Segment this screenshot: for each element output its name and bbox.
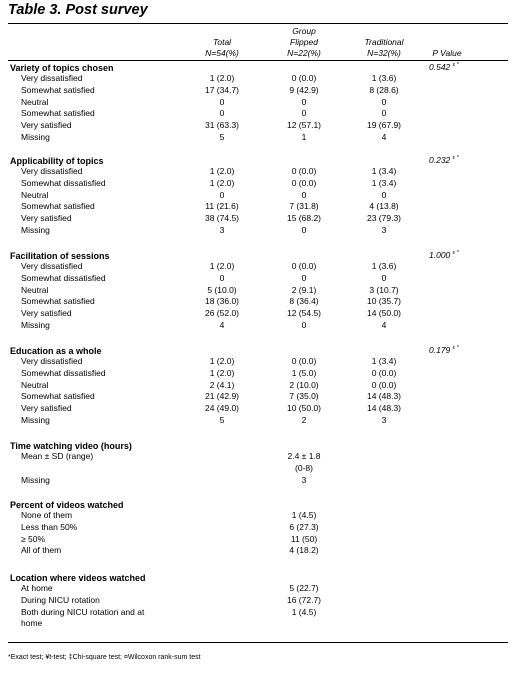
cell-traditional: 14 (50.0) bbox=[366, 308, 402, 319]
row-label: Somewhat dissatisfied bbox=[21, 177, 106, 188]
table-row bbox=[0, 534, 513, 546]
section-title: Applicability of topics bbox=[10, 156, 104, 166]
cell-flipped: 0 (0.0) bbox=[291, 177, 317, 188]
table-row bbox=[0, 595, 513, 607]
row-label: Somewhat satisfied bbox=[21, 391, 95, 402]
row-label: Very dissatisfied bbox=[21, 356, 83, 366]
cell-total: 1 (2.0) bbox=[209, 177, 235, 188]
p-value bbox=[429, 155, 459, 165]
cell-total: 1 (2.0) bbox=[209, 261, 235, 271]
cell-flipped: 8 (36.4) bbox=[289, 296, 319, 307]
row-label: Somewhat satisfied bbox=[21, 108, 95, 119]
cell-flipped: 0 (0.0) bbox=[291, 166, 317, 176]
p-value-number: 0.542 bbox=[429, 62, 451, 72]
table-row bbox=[0, 308, 513, 320]
table-row bbox=[0, 178, 513, 190]
row-label: Missing bbox=[21, 320, 50, 330]
section-title: Education as a whole bbox=[10, 346, 102, 356]
row-label: Missing bbox=[21, 132, 50, 142]
table-row bbox=[0, 261, 513, 273]
p-value-test-marker: ε * bbox=[452, 62, 459, 69]
table-row bbox=[0, 463, 513, 475]
cell-flipped: 3 bbox=[301, 474, 307, 485]
bottom-rule bbox=[8, 642, 508, 643]
cell-traditional: 0 bbox=[381, 108, 387, 119]
row-label: Very dissatisfied bbox=[21, 73, 83, 83]
table-row bbox=[0, 522, 513, 534]
p-value-test-marker: ε * bbox=[452, 250, 459, 257]
row-label: Very dissatisfied bbox=[21, 261, 83, 271]
cell-traditional: 1 (3.4) bbox=[371, 177, 397, 188]
table-row bbox=[0, 380, 513, 392]
row-label: ≥ 50% bbox=[21, 533, 46, 544]
cell-traditional: 19 (67.9) bbox=[366, 120, 402, 131]
header-flipped-line3: N=22(%) bbox=[287, 48, 321, 58]
cell-traditional: 8 (28.6) bbox=[369, 84, 399, 95]
row-label: Neutral bbox=[21, 96, 49, 107]
row-label: None of them bbox=[21, 510, 73, 520]
row-label: Missing bbox=[21, 225, 50, 235]
table-title: Table 3. Post survey bbox=[8, 2, 148, 18]
cell-traditional: 0 bbox=[381, 96, 387, 107]
cell-total: 5 (10.0) bbox=[207, 284, 237, 295]
row-label: Somewhat dissatisfied bbox=[21, 272, 106, 283]
header-rule bbox=[8, 60, 508, 61]
cell-total: 1 (2.0) bbox=[209, 367, 235, 378]
row-label: Very satisfied bbox=[21, 120, 72, 131]
cell-flipped: 1 bbox=[301, 132, 307, 142]
table-row bbox=[0, 108, 513, 120]
cell-total: 0 bbox=[219, 108, 225, 119]
table-row bbox=[0, 607, 513, 619]
row-label: Missing bbox=[21, 415, 50, 425]
cell-flipped: 2 (10.0) bbox=[289, 379, 319, 390]
table-row bbox=[0, 391, 513, 403]
cell-traditional: 3 bbox=[381, 415, 387, 425]
row-label: Very satisfied bbox=[21, 213, 72, 224]
table-row bbox=[0, 296, 513, 308]
cell-flipped: 16 (72.7) bbox=[286, 594, 322, 605]
cell-traditional: 1 (3.6) bbox=[371, 261, 397, 271]
cell-flipped: 2 bbox=[301, 415, 307, 425]
cell-traditional: 0 (0.0) bbox=[371, 379, 397, 390]
table-row bbox=[0, 225, 513, 237]
cell-total: 5 bbox=[219, 132, 225, 142]
row-label: All of them bbox=[21, 545, 62, 556]
cell-total: 0 bbox=[219, 272, 225, 283]
row-label: Neutral bbox=[21, 379, 49, 390]
header-traditional-line1: Traditional bbox=[364, 37, 404, 47]
cell-flipped: 12 (57.1) bbox=[286, 120, 322, 131]
cell-total: 21 (42.9) bbox=[204, 391, 240, 402]
p-value bbox=[429, 345, 459, 355]
table-row bbox=[0, 451, 513, 463]
cell-total: 0 bbox=[219, 96, 225, 107]
cell-traditional: 3 (10.7) bbox=[369, 284, 399, 295]
top-rule bbox=[8, 23, 508, 24]
cell-traditional: 1 (3.4) bbox=[371, 356, 397, 366]
cell-flipped: 7 (31.8) bbox=[289, 201, 319, 212]
cell-traditional: 10 (35.7) bbox=[366, 296, 402, 307]
row-label: Very dissatisfied bbox=[21, 166, 83, 176]
row-label: During NICU rotation bbox=[21, 594, 100, 605]
cell-total: 26 (52.0) bbox=[204, 308, 240, 319]
cell-traditional: 14 (48.3) bbox=[366, 403, 402, 414]
cell-flipped: 7 (35.0) bbox=[289, 391, 319, 402]
row-label: Missing bbox=[21, 474, 50, 485]
table-row bbox=[0, 356, 513, 368]
cell-traditional: 14 (48.3) bbox=[366, 391, 402, 402]
cell-traditional: 0 bbox=[381, 189, 387, 200]
header-total-line1: Total bbox=[212, 37, 232, 47]
cell-flipped: 0 bbox=[301, 225, 307, 235]
cell-flipped: 5 (22.7) bbox=[289, 583, 319, 593]
cell-traditional: 23 (79.3) bbox=[366, 213, 402, 224]
table-row bbox=[0, 475, 513, 487]
cell-flipped: 12 (54.5) bbox=[286, 308, 322, 319]
row-label: Less than 50% bbox=[21, 521, 78, 532]
header-total bbox=[184, 37, 260, 59]
row-label: Both during NICU rotation and at bbox=[21, 606, 145, 617]
header-traditional-line2: N=32(%) bbox=[367, 48, 401, 58]
table-row bbox=[0, 213, 513, 225]
cell-traditional: 4 (13.8) bbox=[369, 201, 399, 212]
p-value-test-marker: ε * bbox=[452, 345, 459, 352]
header-flipped-line1: Group bbox=[292, 26, 316, 36]
header-flipped-line2: Flipped bbox=[290, 37, 318, 47]
cell-total: 11 (21.6) bbox=[205, 201, 239, 212]
cell-total: 1 (2.0) bbox=[209, 166, 235, 176]
table-row bbox=[0, 97, 513, 109]
cell-flipped: 1 (5.0) bbox=[291, 367, 317, 378]
cell-flipped: 0 bbox=[301, 320, 307, 330]
table-row bbox=[0, 120, 513, 132]
cell-total: 17 (34.7) bbox=[204, 84, 240, 95]
table-row bbox=[0, 166, 513, 178]
cell-flipped: 0 (0.0) bbox=[291, 73, 317, 83]
row-label: home bbox=[21, 618, 43, 629]
cell-flipped: 9 (42.9) bbox=[289, 84, 319, 95]
table-row bbox=[0, 368, 513, 380]
section-title: Percent of videos watched bbox=[10, 500, 124, 510]
table-row bbox=[0, 415, 513, 427]
cell-flipped: 6 (27.3) bbox=[289, 521, 319, 532]
cell-traditional: 1 (3.4) bbox=[371, 166, 397, 176]
header-pvalue: P Value bbox=[432, 48, 462, 58]
row-label: Somewhat satisfied bbox=[21, 201, 95, 212]
header-traditional bbox=[344, 37, 424, 59]
cell-traditional: 1 (3.6) bbox=[371, 73, 397, 83]
cell-total: 24 (49.0) bbox=[204, 403, 240, 414]
section-title: Location where videos watched bbox=[10, 573, 146, 583]
cell-total: 1 (2.0) bbox=[209, 73, 235, 83]
cell-flipped: 2.4 ± 1.8 bbox=[287, 451, 321, 461]
cell-total: 2 (4.1) bbox=[209, 379, 235, 390]
table-row bbox=[0, 285, 513, 297]
cell-total: 4 bbox=[219, 320, 225, 330]
table-row bbox=[0, 618, 513, 630]
cell-total: 5 bbox=[219, 415, 225, 425]
cell-total: 31 (63.3) bbox=[204, 120, 240, 131]
p-value bbox=[429, 62, 459, 72]
cell-traditional: 3 bbox=[381, 225, 387, 235]
table-row bbox=[0, 403, 513, 415]
footnote: *Exact test; ¥t-test; ‡Chi-square test; ¤Wilcoxon rank-sum test bbox=[8, 654, 201, 661]
row-label: Mean ± SD (range) bbox=[21, 451, 94, 461]
cell-traditional: 4 bbox=[381, 320, 387, 330]
cell-total: 1 (2.0) bbox=[209, 356, 235, 366]
section-title: Time watching video (hours) bbox=[10, 441, 132, 451]
table-row bbox=[0, 510, 513, 522]
cell-flipped: 0 bbox=[301, 108, 307, 119]
table-row bbox=[0, 132, 513, 144]
table-row bbox=[0, 583, 513, 595]
header-total-line2: N=54(%) bbox=[205, 48, 239, 58]
cell-total: 18 (36.0) bbox=[204, 296, 240, 307]
cell-total: 0 bbox=[219, 189, 225, 200]
p-value-number: 0.179 bbox=[429, 345, 451, 355]
p-value bbox=[429, 250, 459, 260]
table-row bbox=[0, 320, 513, 332]
cell-traditional: 0 (0.0) bbox=[371, 367, 397, 378]
cell-flipped: 4 (18.2) bbox=[289, 545, 319, 556]
section-title: Variety of topics chosen bbox=[10, 63, 114, 73]
row-label: At home bbox=[21, 583, 53, 593]
row-label: Neutral bbox=[21, 284, 49, 295]
table-row bbox=[0, 201, 513, 213]
cell-flipped: 0 bbox=[301, 272, 307, 283]
cell-traditional: 0 bbox=[381, 272, 387, 283]
row-label: Somewhat satisfied bbox=[21, 296, 95, 307]
section-title: Facilitation of sessions bbox=[10, 251, 110, 261]
row-label: Somewhat satisfied bbox=[21, 84, 95, 95]
cell-flipped: 0 (0.0) bbox=[291, 261, 317, 271]
row-label: Very satisfied bbox=[21, 308, 72, 319]
p-value-number: 1.000 bbox=[429, 250, 451, 260]
cell-total: 3 bbox=[219, 225, 225, 235]
cell-total: 38 (74.5) bbox=[204, 213, 240, 224]
row-label: Neutral bbox=[21, 189, 49, 200]
cell-flipped: 0 bbox=[301, 96, 307, 107]
p-value-test-marker: ε * bbox=[452, 155, 459, 162]
p-value-number: 0.232 bbox=[429, 155, 451, 165]
cell-flipped: 10 (50.0) bbox=[286, 403, 322, 414]
cell-flipped: 1 (4.5) bbox=[291, 606, 317, 617]
row-label: Very satisfied bbox=[21, 403, 72, 414]
table-row bbox=[0, 85, 513, 97]
cell-flipped: 0 (0.0) bbox=[291, 356, 317, 366]
cell-flipped: 0 bbox=[301, 189, 307, 200]
row-label: Somewhat dissatisfied bbox=[21, 367, 106, 378]
table-row bbox=[0, 73, 513, 85]
cell-flipped: (0-8) bbox=[295, 462, 313, 473]
header-flipped bbox=[264, 26, 344, 59]
table-row bbox=[0, 545, 513, 557]
cell-flipped: 11 (50) bbox=[290, 533, 318, 544]
table-row bbox=[0, 190, 513, 202]
cell-traditional: 4 bbox=[381, 132, 387, 142]
cell-flipped: 2 (9.1) bbox=[291, 284, 317, 295]
cell-flipped: 15 (68.2) bbox=[286, 213, 322, 224]
table-row bbox=[0, 273, 513, 285]
cell-flipped: 1 (4.5) bbox=[291, 510, 317, 520]
